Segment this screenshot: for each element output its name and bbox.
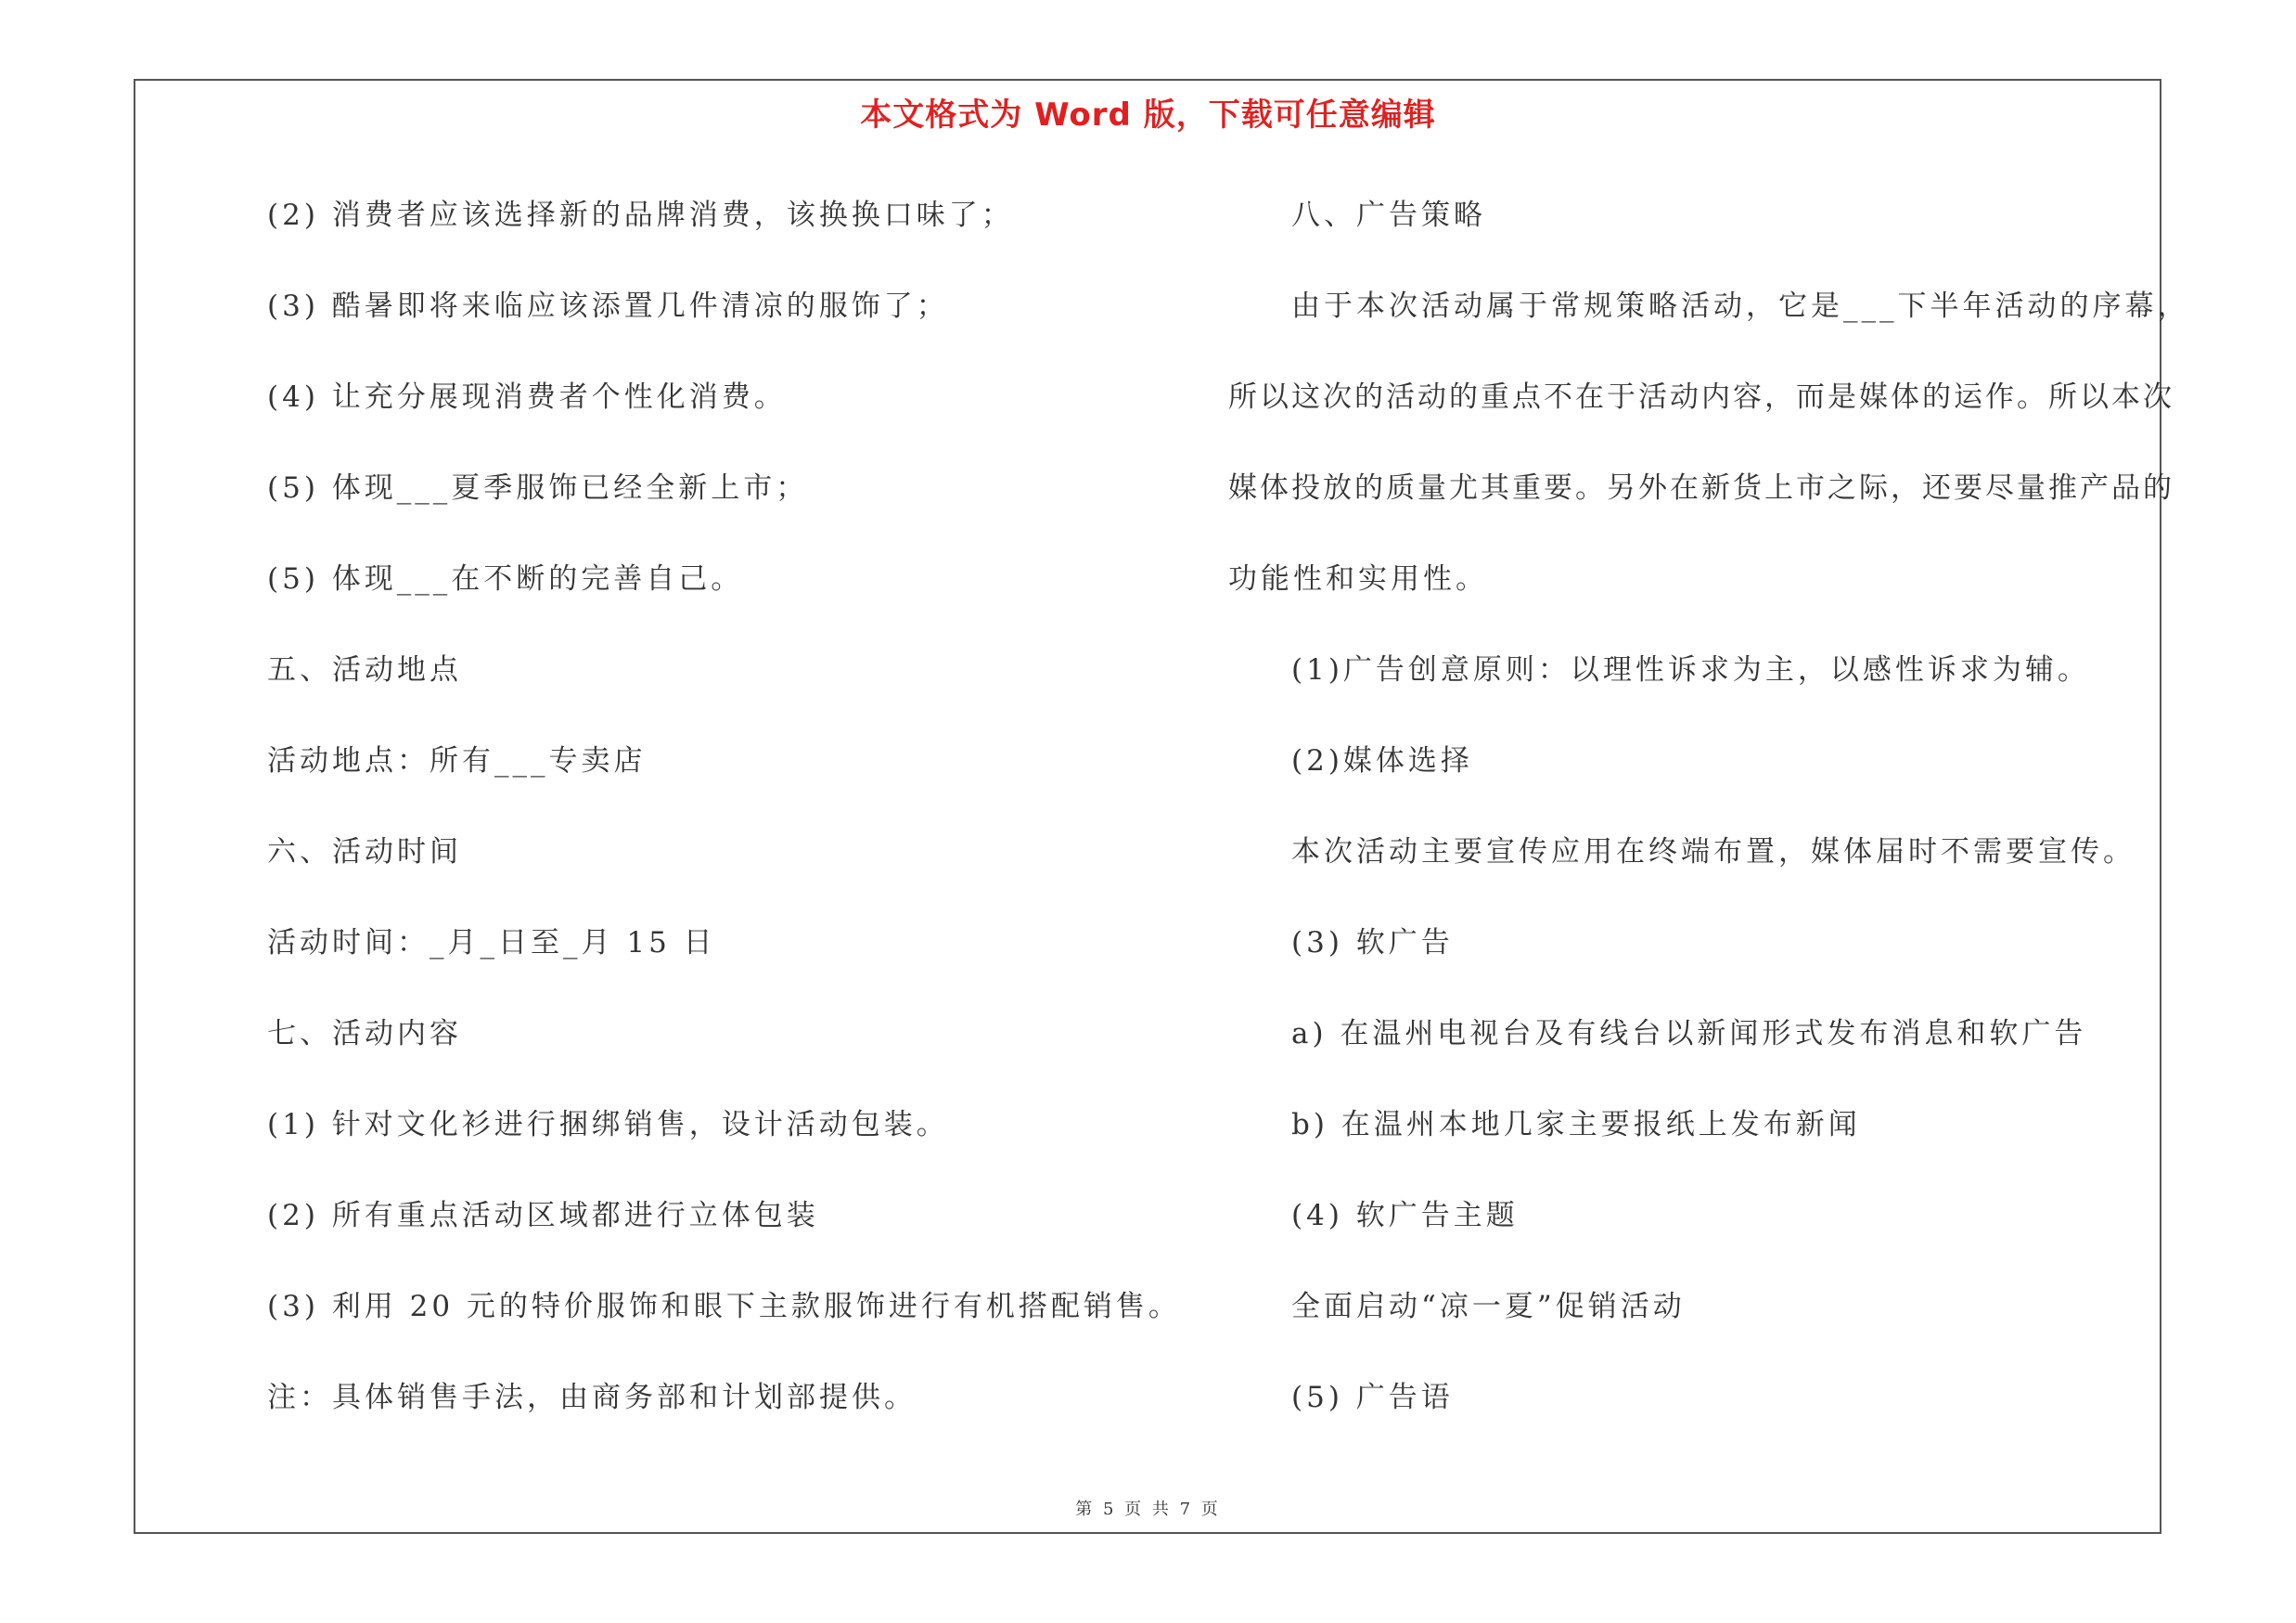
section-heading-time: 六、活动时间 [267, 835, 462, 869]
right-line-soft-ad-b: b) 在温州本地几家主要报纸上发布新闻 [1291, 1108, 1861, 1141]
right-line-creative: (1)广告创意原则：以理性诉求为主，以感性诉求为辅。 [1291, 653, 2090, 687]
left-line-time: 活动时间：_月_日至_月 15 日 [267, 926, 716, 960]
word-format-banner: 本文格式为 Word 版，下载可任意编辑 [860, 97, 1436, 134]
right-line-slogan: (5) 广告语 [1291, 1381, 1454, 1414]
left-line-note: 注：具体销售手法，由商务部和计划部提供。 [267, 1381, 917, 1414]
right-line-media-desc: 本次活动主要宣传应用在终端布置，媒体届时不需要宣传。 [1291, 835, 2136, 869]
section-heading-location: 五、活动地点 [267, 653, 462, 687]
left-line-content-3: (3) 利用 20 元的特价服饰和眼下主款服饰进行有机搭配销售。 [267, 1290, 1181, 1323]
left-line-1: (2) 消费者应该选择新的品牌消费，该换换口味了； [267, 199, 1014, 232]
right-para-line-3: 媒体投放的质量尤其重要。另外在新货上市之际，还要尽量推产品的 [1228, 471, 2174, 505]
right-para-line-1: 由于本次活动属于常规策略活动，它是___下半年活动的序幕， [1291, 290, 2190, 323]
left-line-4: (5) 体现___夏季服饰已经全新上市； [267, 471, 809, 505]
left-line-content-1: (1) 针对文化衫进行捆绑销售，设计活动包装。 [267, 1108, 949, 1141]
left-line-5: (5) 体现___在不断的完善自己。 [267, 562, 744, 596]
page-number-footer: 第 5 页 共 7 页 [1075, 1500, 1221, 1519]
right-para-line-2: 所以这次的活动的重点不在于活动内容，而是媒体的运作。所以本次 [1228, 380, 2174, 414]
right-line-theme-text: 全面启动“凉一夏”促销活动 [1291, 1290, 1686, 1323]
right-line-soft-ad: (3) 软广告 [1291, 926, 1454, 960]
section-heading-ad-strategy: 八、广告策略 [1291, 199, 1486, 232]
left-line-location: 活动地点：所有___专卖店 [267, 744, 647, 778]
left-line-content-2: (2) 所有重点活动区域都进行立体包装 [267, 1199, 819, 1232]
right-line-soft-ad-a: a) 在温州电视台及有线台以新闻形式发布消息和软广告 [1291, 1017, 2087, 1050]
section-heading-content: 七、活动内容 [267, 1017, 462, 1050]
right-para-line-4: 功能性和实用性。 [1228, 562, 1488, 596]
right-line-soft-ad-theme: (4) 软广告主题 [1291, 1199, 1519, 1232]
left-line-3: (4) 让充分展现消费者个性化消费。 [267, 380, 787, 414]
left-line-2: (3) 酷暑即将来临应该添置几件清凉的服饰了； [267, 290, 949, 323]
right-line-media: (2)媒体选择 [1291, 744, 1473, 778]
